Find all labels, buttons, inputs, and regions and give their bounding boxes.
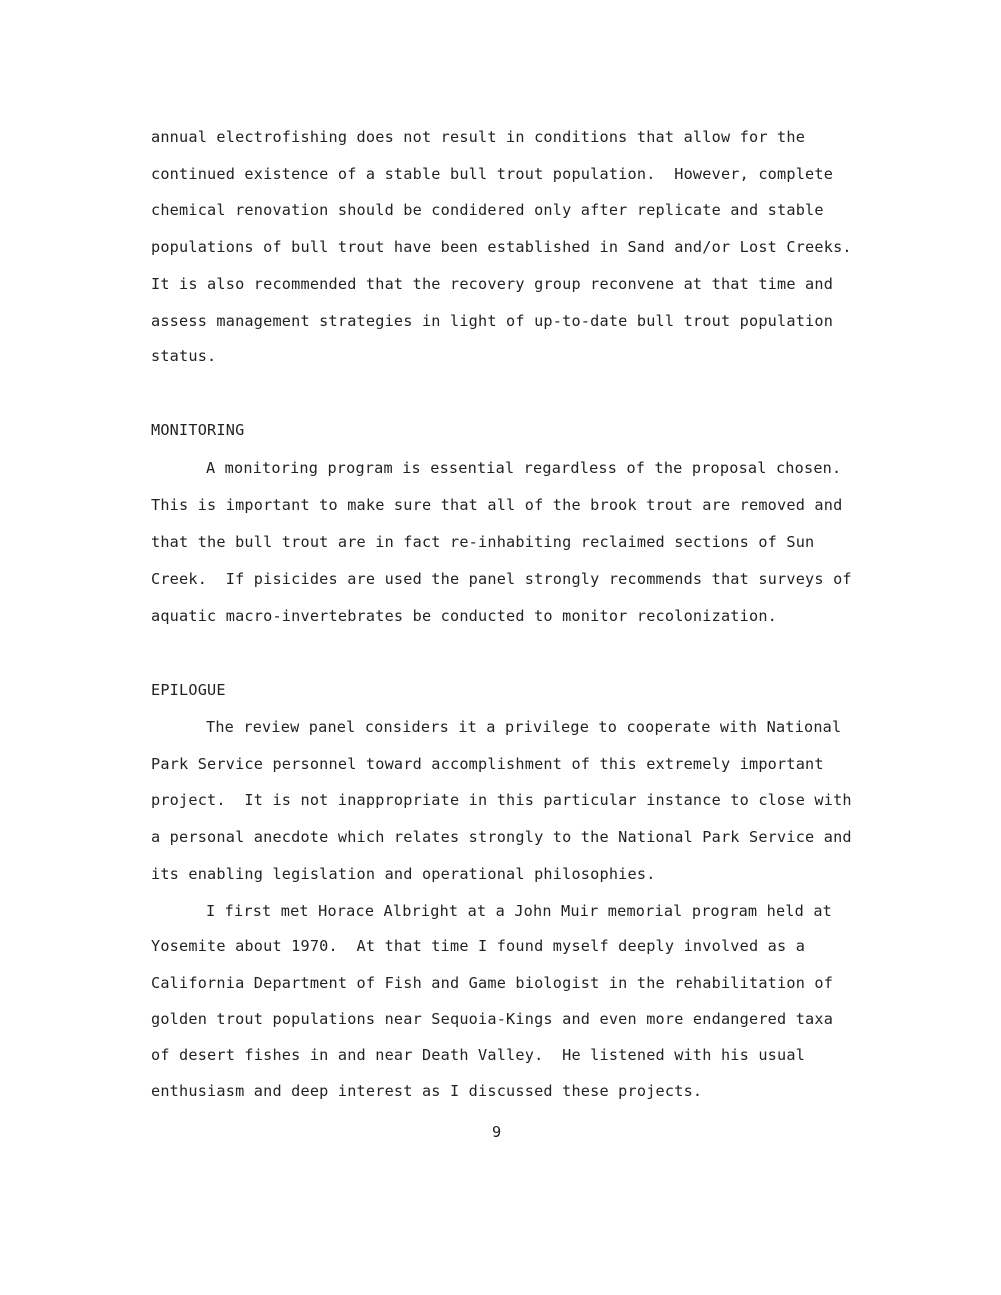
text-line: chemical renovation should be condidered only after replicate and stable [151,201,824,219]
text-line: status. [151,347,217,365]
text-line: of desert fishes in and near Death Valley. He listened with his usual [151,1046,806,1064]
text-line: annual electrofishing does not result in conditions that allow for the [151,128,806,146]
text-line: its enabling legislation and operational philosophies. [151,865,656,883]
text-line: California Department of Fish and Game biologist in the rehabilitation of [151,974,834,992]
section-heading-epilogue: EPILOGUE [151,681,226,699]
text-line: a personal anecdote which relates strongly to the National Park Service and [151,828,852,846]
text-line: golden trout populations near Sequoia-Kings and even more endangered taxa [151,1010,834,1028]
text-line: project. It is not inappropriate in this particular instance to close with [151,791,852,809]
text-line: Creek. If pisicides are used the panel strongly recommends that surveys of [151,570,852,588]
text-line: This is important to make sure that all of the brook trout are removed and [151,496,843,514]
text-line: enthusiasm and deep interest as I discussed these projects. [151,1082,703,1100]
text-line: aquatic macro-invertebrates be conducted to monitor recolonization. [151,607,778,625]
text-line: A monitoring program is essential regardless of the proposal chosen. [206,459,842,477]
text-line: that the bull trout are in fact re-inhabiting reclaimed sections of Sun [151,533,815,551]
text-line: populations of bull trout have been established in Sand and/or Lost Creeks. [151,238,852,256]
text-line: continued existence of a stable bull trout population. However, complete [151,165,834,183]
section-heading-monitoring: MONITORING [151,421,245,439]
text-line: assess management strategies in light of up-to-date bull trout population [151,312,834,330]
text-line: It is also recommended that the recovery group reconvene at that time and [151,275,834,293]
text-line: I first met Horace Albright at a John Muir memorial program held at [206,902,833,920]
text-line: Park Service personnel toward accomplishment of this extremely important [151,755,824,773]
page-number: 9 [492,1123,502,1141]
text-line: Yosemite about 1970. At that time I found myself deeply involved as a [151,937,806,955]
text-line: The review panel considers it a privilege to cooperate with National [206,718,842,736]
